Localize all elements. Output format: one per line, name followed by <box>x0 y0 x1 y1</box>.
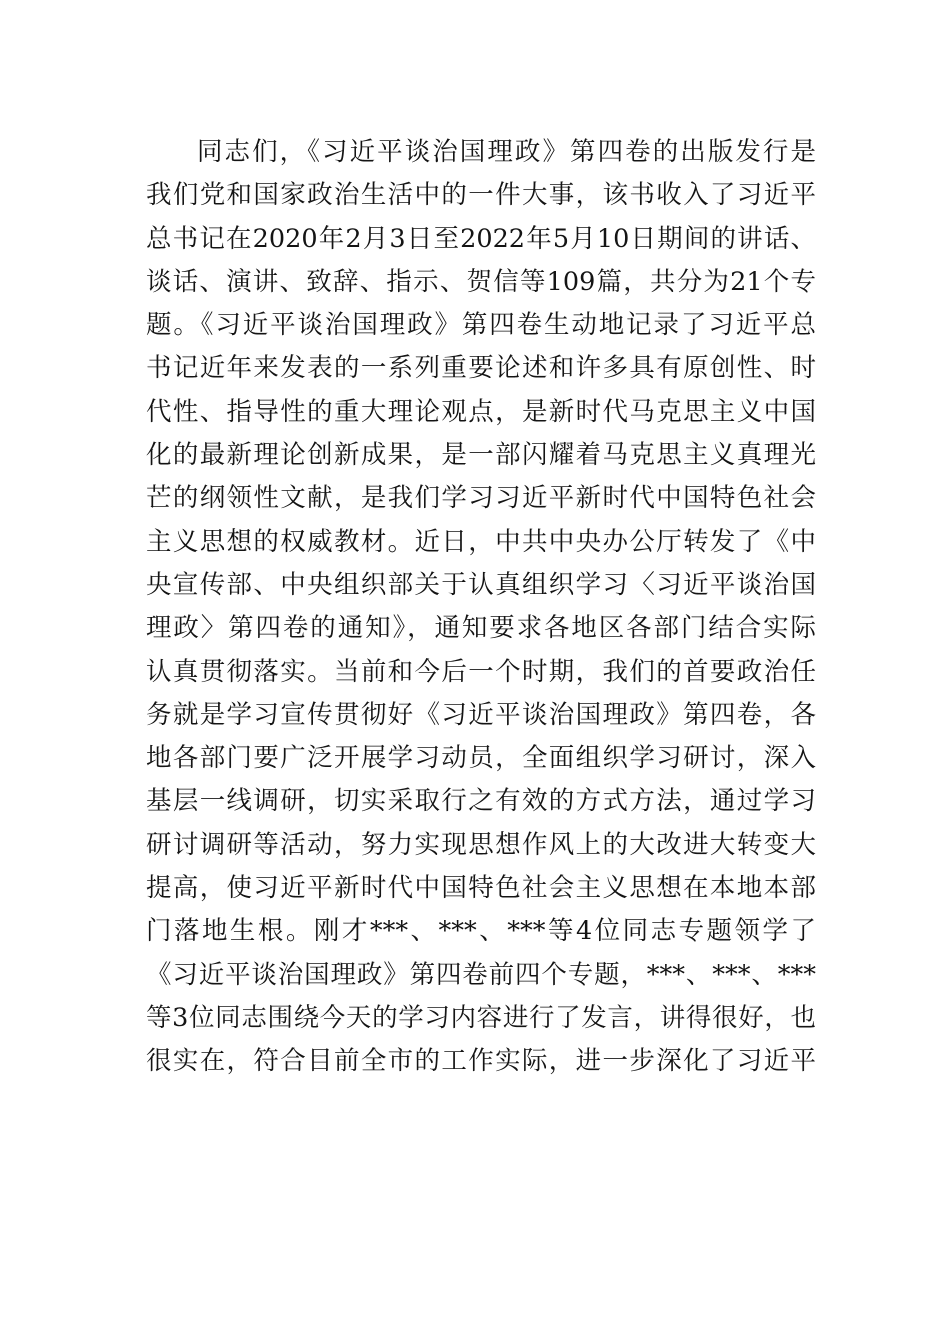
paragraph-line: 书记近年来发表的一系列重要论述和许多具有原创性、时 <box>146 353 816 384</box>
paragraph-line: 门落地生根。刚才***、***、***等4位同志专题领学了 <box>146 916 816 947</box>
body-paragraph <box>146 131 816 1084</box>
paragraph-line: 总书记在2020年2月3日至2022年5月10日期间的讲话、 <box>146 223 816 254</box>
paragraph-line: 地各部门要广泛开展学习动员，全面组织学习研讨，深入 <box>146 743 816 774</box>
paragraph-line: 理政〉第四卷的通知》，通知要求各地区各部门结合实际 <box>146 613 816 644</box>
paragraph-line: 主义思想的权威教材。近日，中共中央办公厅转发了《中 <box>146 526 816 557</box>
paragraph-line: 同志们，《习近平谈治国理政》第四卷的出版发行是 <box>197 137 816 167</box>
paragraph-line: 化的最新理论创新成果，是一部闪耀着马克思主义真理光 <box>146 440 816 471</box>
paragraph-line: 务就是学习宣传贯彻好《习近平谈治国理政》第四卷，各 <box>146 699 816 730</box>
paragraph-line: 芒的纲领性文献，是我们学习习近平新时代中国特色社会 <box>146 483 816 514</box>
paragraph-line: 很实在，符合目前全市的工作实际，进一步深化了习近平 <box>146 1046 816 1077</box>
paragraph-line: 谈话、演讲、致辞、指示、贺信等109篇，共分为21个专 <box>146 266 816 297</box>
paragraph-line: 基层一线调研，切实采取行之有效的方式方法，通过学习 <box>146 786 816 817</box>
paragraph-line: 认真贯彻落实。当前和今后一个时期，我们的首要政治任 <box>146 656 816 687</box>
paragraph-line: 《习近平谈治国理政》第四卷前四个专题，***、***、*** <box>146 959 816 990</box>
paragraph-line: 央宣传部、中央组织部关于认真组织学习〈习近平谈治国 <box>146 569 816 600</box>
paragraph-line: 等3位同志围绕今天的学习内容进行了发言，讲得很好，也 <box>146 1002 816 1033</box>
paragraph-line: 研讨调研等活动，努力实现思想作风上的大改进大转变大 <box>146 829 816 860</box>
paragraph-line: 代性、指导性的重大理论观点，是新时代马克思主义中国 <box>146 396 816 427</box>
paragraph-line: 我们党和国家政治生活中的一件大事，该书收入了习近平 <box>146 180 816 211</box>
paragraph-line: 提高，使习近平新时代中国特色社会主义思想在本地本部 <box>146 873 816 904</box>
paragraph-line: 题。《习近平谈治国理政》第四卷生动地记录了习近平总 <box>146 310 816 341</box>
